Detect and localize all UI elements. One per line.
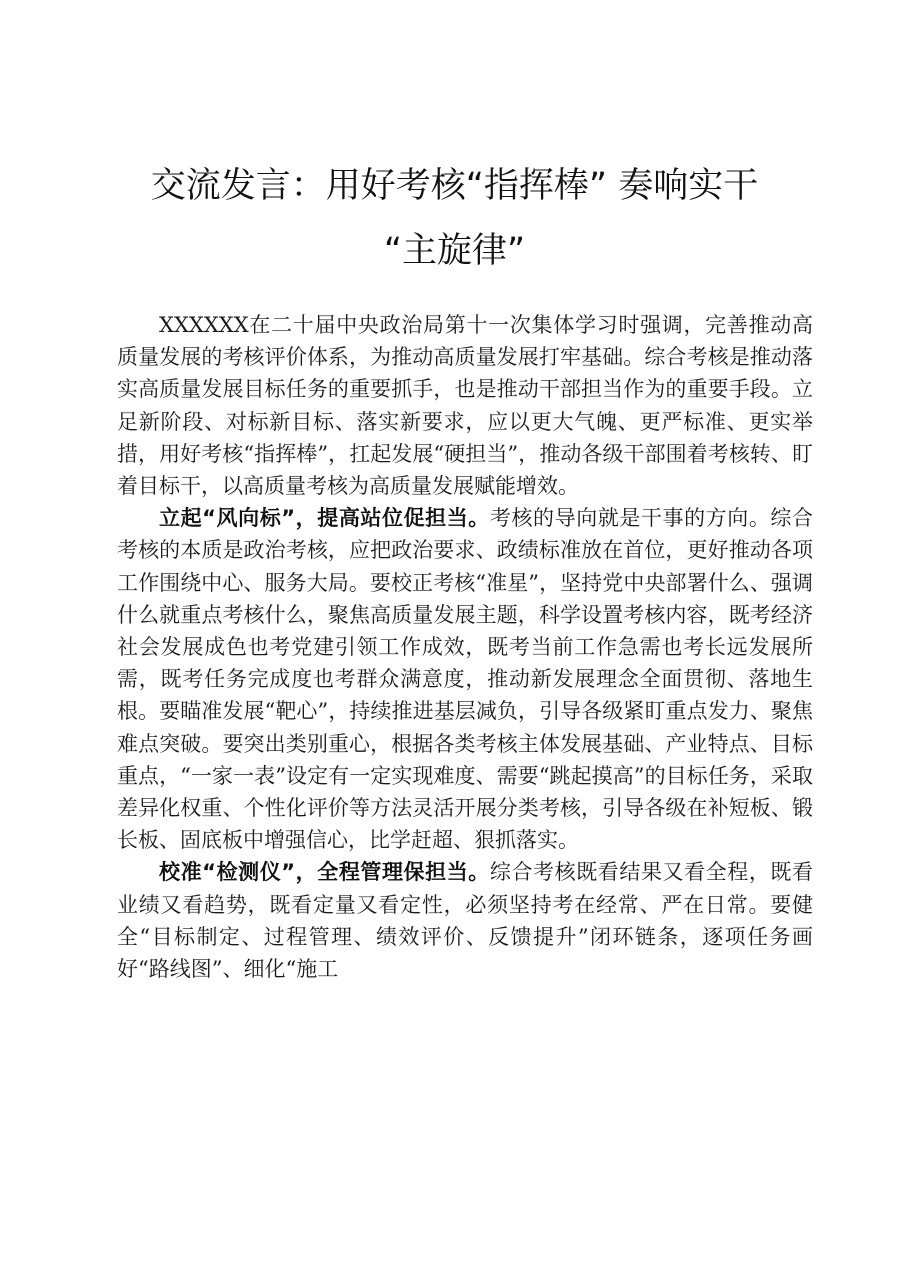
paragraph-text: 综合考核既看结果又看全程，既看业绩又看趋势，既看定量又看定性，必须坚持考在经常、严在日常。要健全“目标制定、过程管理、绩效评价、反馈提升”闭环链条，逐项任务画好“路线图”、细化“施工 — [117, 860, 814, 982]
paragraph-intro — [117, 309, 813, 502]
paragraph-text: 考核的导向就是干事的方向。综合考核的本质是政治考核，应把政治要求、政绩标准放在首位，更好推动各项工作围绕中心、服务大局。要校正考核“准星”，坚持党中央部署什么、强调什么就重点考核什么，聚焦高质量发展主题，科学设置考核内容，既考经济社会发展成色也考党建引领工作成效，既考当前工作急需也考长远发展所需，既考任务完成度也考群众满意度，推动新发展理念全面贯彻、落地生根。要瞄准发展“靶心”，持续推进基层减负，引导各级紧盯重点发力、聚焦难点突破。要突出类别重心，根据各类考核主体发展基础、产业特点、目标重点，“一家一表”设定有一定实现难度、需要“跳起摸高”的目标任务，采取差异化权重、个性化评价等方法灵活开展分类考核，引导各级在补短板、锻长板、固底板中增强信心，比学赶超、狠抓落实。 — [117, 506, 814, 853]
document-title-line-1: 交流发言：用好考核“指挥棒” 奏响实干 — [150, 166, 759, 206]
paragraph-lead-heading: 校准“检测仪”，全程管理保担当。 — [159, 860, 490, 885]
paragraph-text: XXXXXX在二十届中央政治局第十一次集体学习时强调，完善推动高质量发展的考核评价体系，为推动高质量发展打牢基础。综合考核是推动落实高质量发展目标任务的重要抓手，也是推动干部担当作为的重要手段。立足新阶段、对标新目标、落实新要求，应以更大气魄、更严标准、更实举措，用好考核“指挥棒”，扛起发展“硬担当”，推动各级干部围着考核转、盯着目标干，以高质量考核为高质量发展赋能增效。 — [117, 313, 813, 499]
paragraph-lead-heading: 立起“风向标”，提高站位促担当。 — [159, 506, 490, 531]
document-body — [117, 309, 813, 985]
paragraph-section-1 — [117, 502, 813, 856]
paragraph-section-2 — [117, 856, 813, 985]
document-title-line-2: “主旋律” — [383, 231, 526, 271]
